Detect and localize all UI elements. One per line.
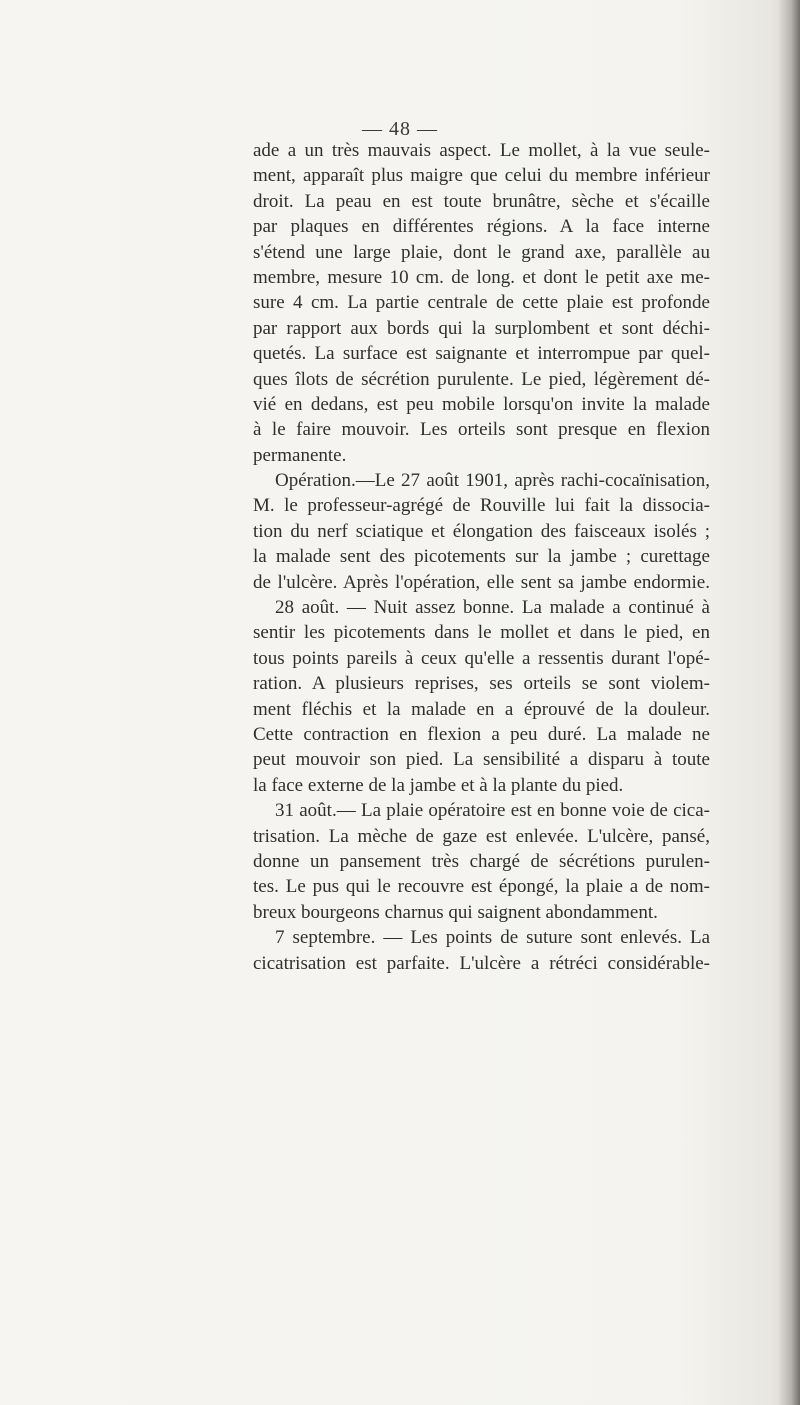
text-line: vié en dedans, est peu mobile lorsqu'on invite la malade [253, 393, 710, 415]
page-edge-shadow [778, 0, 800, 1405]
page-number: — 48 — [362, 118, 438, 140]
text-line: permanente. [253, 444, 347, 466]
text-line: peut mouvoir son pied. La sensibilité a disparu à toute [253, 749, 710, 771]
text-line: M. le professeur-agrégé de Rouville lui fait la dissocia- [253, 495, 710, 517]
text-line: la malade sent des picotements sur la jambe ; curettage [253, 546, 710, 568]
text-line: donne un pansement très chargé de sécrétions purulen- [253, 850, 710, 872]
text-line: la face externe de la jambe et à la plante du pied. [253, 774, 624, 796]
text-line: 31 août.— La plaie opératoire est en bonne voie de cica- [275, 800, 710, 822]
text-line: s'étend une large plaie, dont le grand axe, parallèle au [253, 241, 710, 263]
text-line: ade a un très mauvais aspect. Le mollet, à la vue seule- [253, 140, 710, 161]
text-line: ment fléchis et la malade en a éprouvé de la douleur. [253, 698, 710, 720]
text-line: par rapport aux bords qui la surplombent et sont déchi- [253, 317, 710, 339]
text-line: ment, apparaît plus maigre que celui du membre inférieur [253, 165, 710, 187]
text-line: ques îlots de sécrétion purulente. Le pied, légèrement dé- [253, 368, 710, 390]
text-line: trisation. La mèche de gaze est enlevée. L'ulcère, pansé, [253, 825, 710, 847]
text-line: cicatrisation est parfaite. L'ulcère a rétréci considérable- [253, 952, 710, 974]
text-line: à le faire mouvoir. Les orteils sont presque en flexion [253, 419, 710, 441]
text-line: sentir les picotements dans le mollet et dans le pied, en [253, 622, 710, 644]
text-line: breux bourgeons charnus qui saignent abondamment. [253, 901, 658, 923]
text-line: quetés. La surface est saignante et interrompue par quel- [253, 343, 710, 365]
text-line: tion du nerf sciatique et élongation des faisceaux isolés ; [253, 520, 710, 542]
text-line: par plaques en différentes régions. A la face interne [253, 216, 710, 238]
text-line: sure 4 cm. La partie centrale de cette plaie est profonde [253, 292, 710, 314]
body-text [253, 138, 710, 976]
text-line: droit. La peau en est toute brunâtre, sèche et s'écaille [253, 190, 710, 212]
text-line: ration. A plusieurs reprises, ses orteils se sont violem- [253, 673, 710, 695]
text-line: tous points pareils à ceux qu'elle a ressentis durant l'opé- [253, 647, 710, 669]
text-line: Cette contraction en flexion a peu duré. La malade ne [253, 723, 710, 745]
text-line: membre, mesure 10 cm. de long. et dont le petit axe me- [253, 266, 710, 288]
text-line: 7 septembre. — Les points de suture sont enlevés. La [275, 927, 710, 949]
text-line: 28 août. — Nuit assez bonne. La malade a continué à [275, 597, 710, 619]
text-line: tes. Le pus qui le recouvre est épongé, la plaie a de nom- [253, 876, 710, 898]
text-line: de l'ulcère. Après l'opération, elle sent sa jambe endormie. [253, 571, 710, 593]
text-line: Opération.—Le 27 août 1901, après rachi-cocaïnisation, [275, 470, 710, 492]
